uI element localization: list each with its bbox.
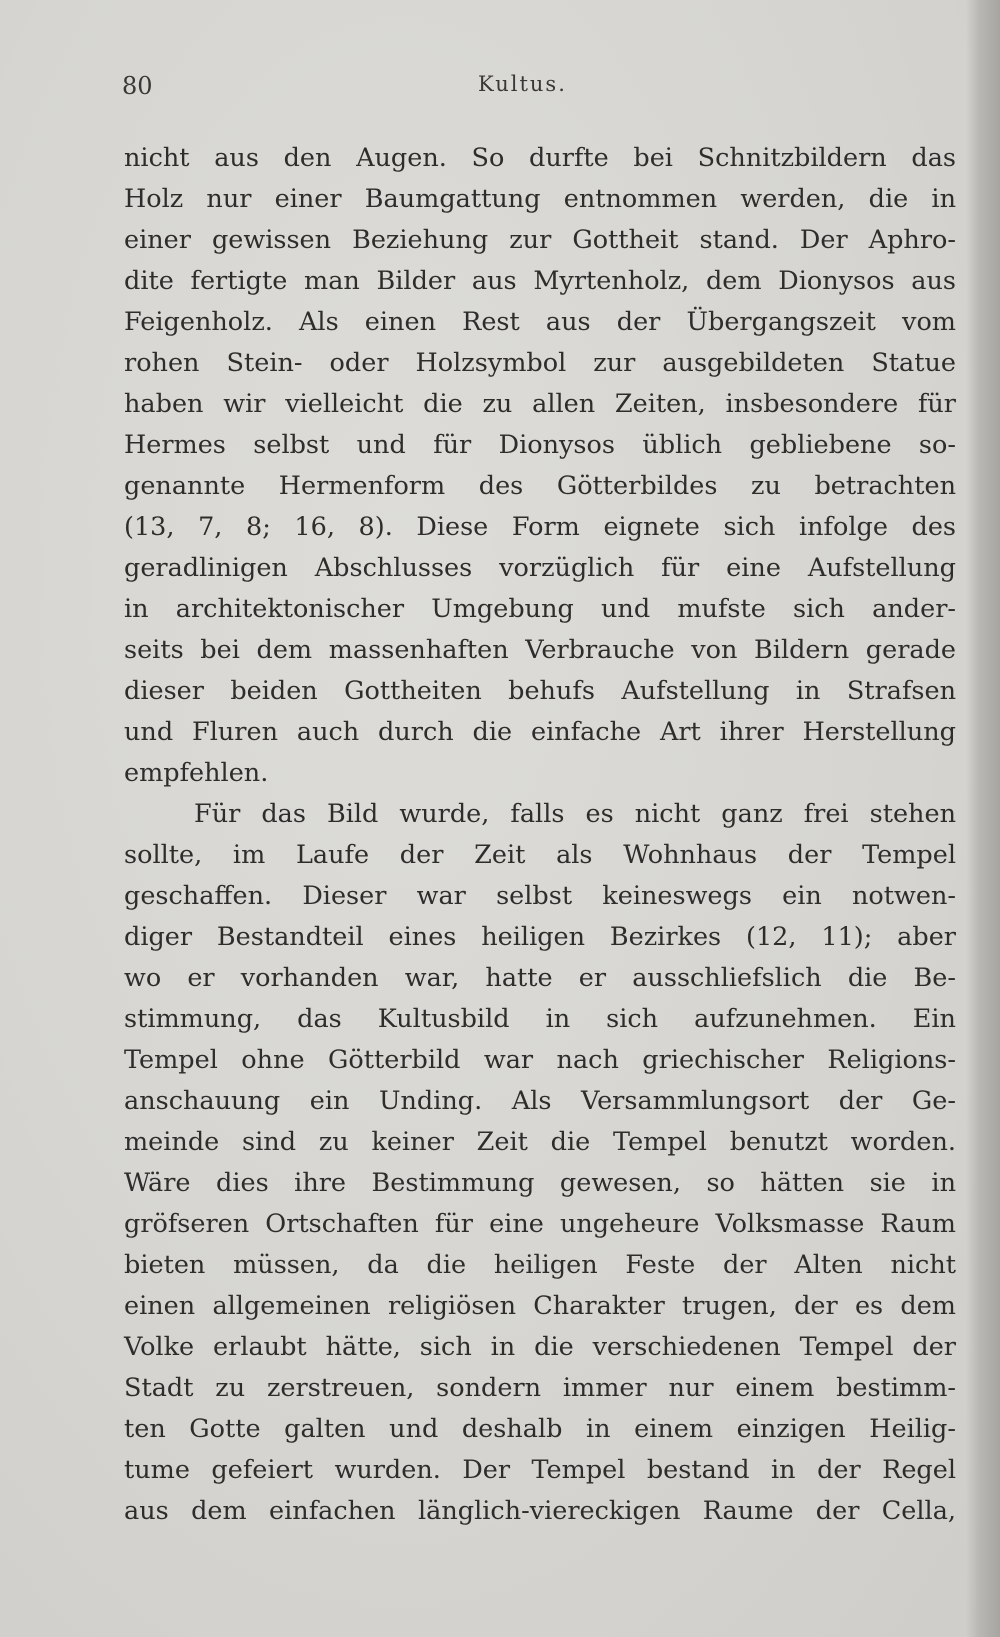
text-line: haben wir vielleicht die zu allen Zeiten, insbesondere für: [124, 389, 956, 419]
page-header: [0, 72, 1000, 112]
text-line: wo er vorhanden war, hatte er ausschliefslich die Be-: [124, 963, 956, 993]
text-line: Tempel ohne Götterbild war nach griechischer Religions-: [124, 1045, 956, 1075]
text-line: Stadt zu zerstreuen, sondern immer nur einem bestimm-: [124, 1373, 956, 1403]
text-line: dite fertigte man Bilder aus Myrtenholz, dem Dionysos aus: [124, 266, 956, 296]
text-line: Holz nur einer Baumgattung entnommen werden, die in: [124, 184, 956, 214]
text-line-paragraph-start: Für das Bild wurde, falls es nicht ganz frei stehen: [194, 799, 956, 829]
text-line-paragraph-end: empfehlen.: [124, 758, 269, 788]
text-line: anschauung ein Unding. Als Versammlungsort der Ge-: [124, 1086, 956, 1116]
running-title: Kultus.: [478, 72, 567, 96]
page-number: 80: [122, 72, 153, 100]
text-line: meinde sind zu keiner Zeit die Tempel benutzt worden.: [124, 1127, 956, 1157]
text-line: Feigenholz. Als einen Rest aus der Übergangszeit vom: [124, 307, 956, 337]
text-line: stimmung, das Kultusbild in sich aufzunehmen. Ein: [124, 1004, 956, 1034]
text-line: Hermes selbst und für Dionysos üblich gebliebene so-: [124, 430, 956, 460]
page-edge-shadow: [966, 0, 1000, 1637]
text-line: (13, 7, 8; 16, 8). Diese Form eignete sich infolge des: [124, 512, 956, 542]
text-line: ten Gotte galten und deshalb in einem einzigen Heilig-: [124, 1414, 956, 1444]
body-text: [124, 138, 956, 1532]
text-line: geschaffen. Dieser war selbst keineswegs ein notwen-: [124, 881, 956, 911]
text-line: einen allgemeinen religiösen Charakter trugen, der es dem: [124, 1291, 956, 1321]
text-line: nicht aus den Augen. So durfte bei Schnitzbildern das: [124, 143, 956, 173]
text-line: diger Bestandteil eines heiligen Bezirkes (12, 11); aber: [124, 922, 956, 952]
text-line: dieser beiden Gottheiten behufs Aufstellung in Strafsen: [124, 676, 956, 706]
text-line: gröfseren Ortschaften für eine ungeheure Volksmasse Raum: [124, 1209, 956, 1239]
text-line: in architektonischer Umgebung und mufste sich ander-: [124, 594, 956, 624]
text-line: aus dem einfachen länglich-viereckigen Raume der Cella,: [124, 1496, 956, 1526]
text-line: Volke erlaubt hätte, sich in die verschiedenen Tempel der: [124, 1332, 956, 1362]
text-line: geradlinigen Abschlusses vorzüglich für eine Aufstellung: [124, 553, 956, 583]
text-line: Wäre dies ihre Bestimmung gewesen, so hätten sie in: [124, 1168, 956, 1198]
text-line: tume gefeiert wurden. Der Tempel bestand in der Regel: [124, 1455, 956, 1485]
text-line: seits bei dem massenhaften Verbrauche von Bildern gerade: [124, 635, 956, 665]
text-line: sollte, im Laufe der Zeit als Wohnhaus der Tempel: [124, 840, 956, 870]
text-line: einer gewissen Beziehung zur Gottheit stand. Der Aphro-: [124, 225, 956, 255]
text-line: bieten müssen, da die heiligen Feste der Alten nicht: [124, 1250, 956, 1280]
text-line: und Fluren auch durch die einfache Art ihrer Herstellung: [124, 717, 956, 747]
text-line: genannte Hermenform des Götterbildes zu betrachten: [124, 471, 956, 501]
text-line: rohen Stein- oder Holzsymbol zur ausgebildeten Statue: [124, 348, 956, 378]
